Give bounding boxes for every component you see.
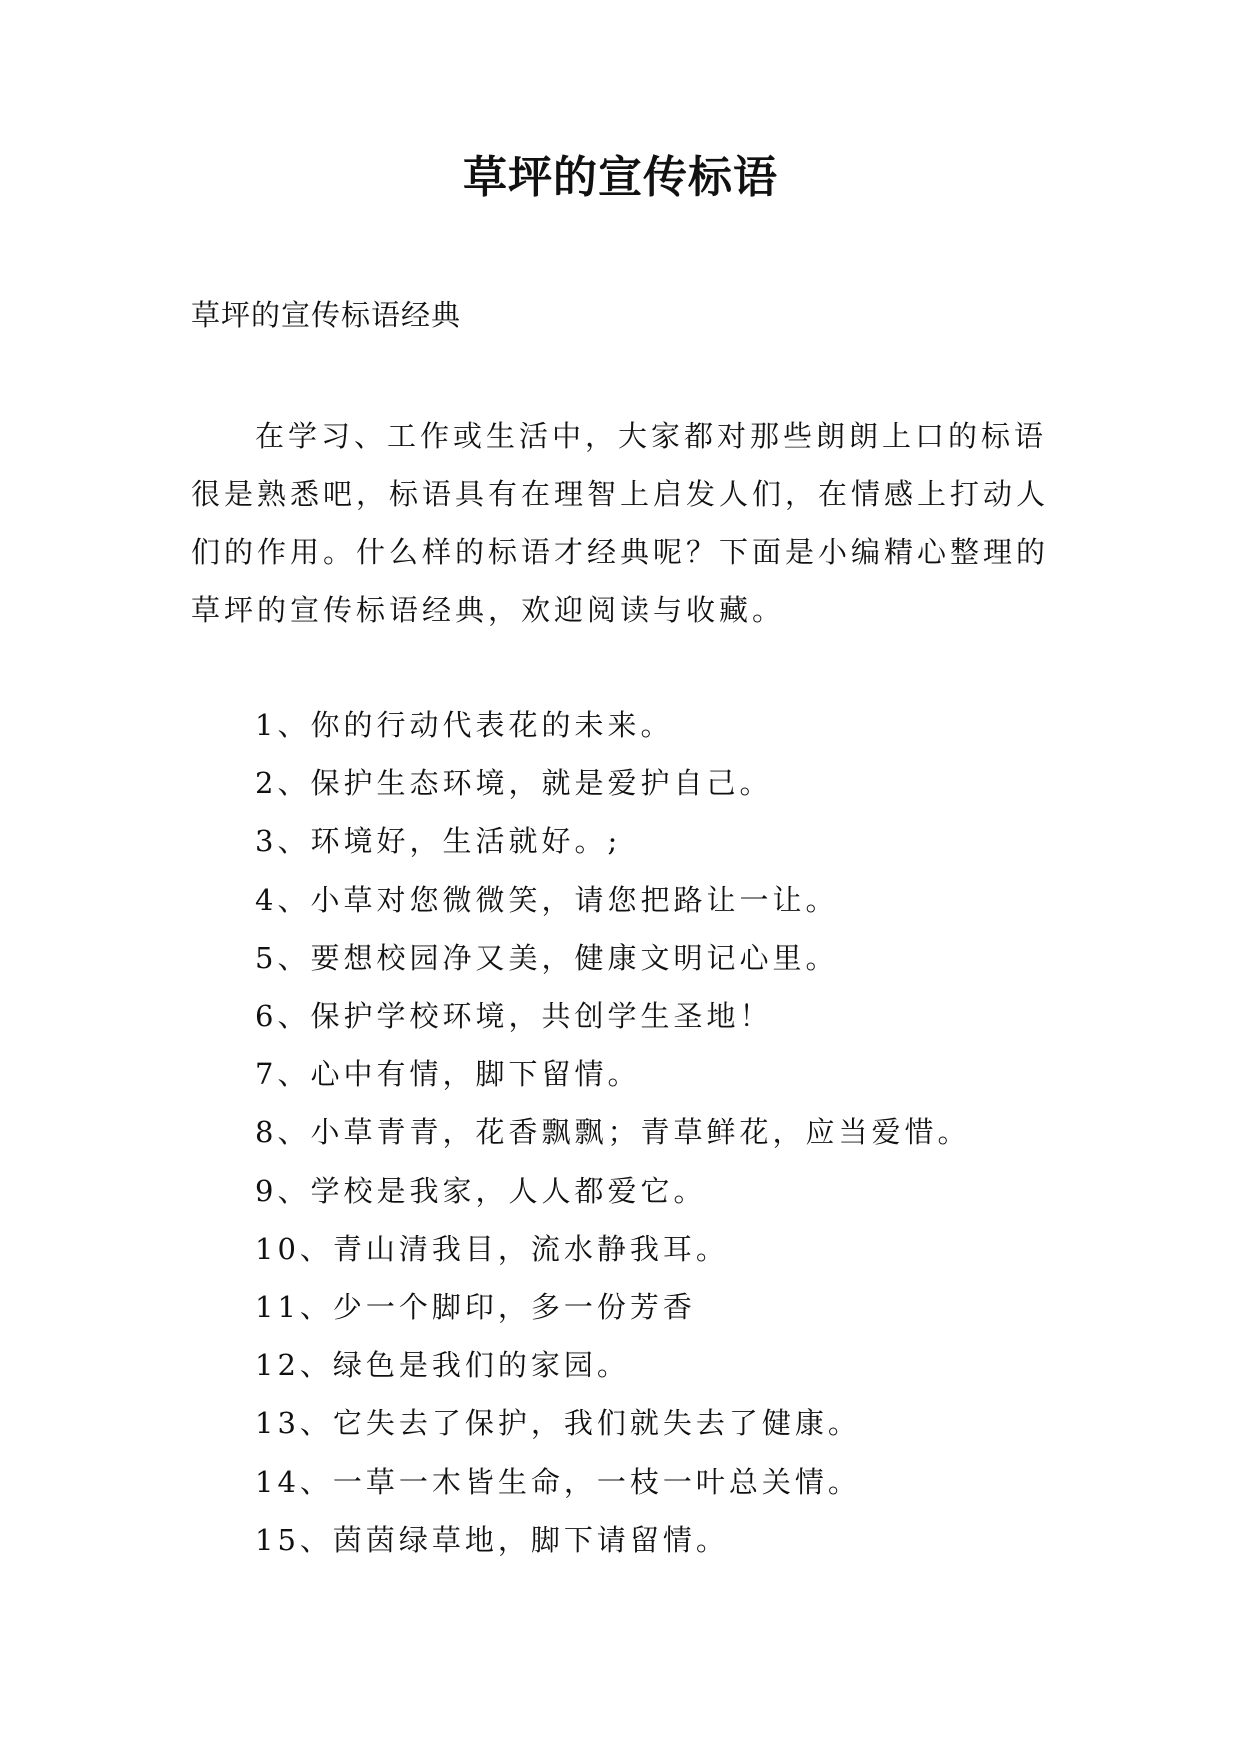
slogan-item: 4、小草对您微微笑，请您把路让一让。 xyxy=(255,882,839,917)
slogan-list xyxy=(255,696,970,1569)
slogan-item: 13、它失去了保护，我们就失去了健康。 xyxy=(255,1406,861,1441)
slogan-item: 10、青山清我目，流水静我耳。 xyxy=(255,1231,729,1266)
slogan-item: 11、少一个脚印，多一份芳香 xyxy=(255,1290,696,1325)
intro-paragraph: 在学习、工作或生活中，大家都对那些朗朗上口的标语很是熟悉吧，标语具有在理智上启发人们，在情感上打动人们的作用。什么样的标语才经典呢？下面是小编精心整理的草坪的宣传标语经典，欢迎阅读与收藏。 xyxy=(191,419,1050,627)
slogan-item: 7、心中有情，脚下留情。 xyxy=(255,1057,641,1092)
slogan-item: 1、你的行动代表花的未来。 xyxy=(255,708,674,742)
slogan-item: 6、保护学校环境，共创学生圣地！ xyxy=(255,999,773,1034)
slogan-item: 15、茵茵绿草地，脚下请留情。 xyxy=(255,1522,729,1557)
slogan-item: 3、环境好，生活就好。; xyxy=(255,824,622,859)
slogan-item: 8、小草青青，花香飘飘；青草鲜花，应当爱惜。 xyxy=(255,1115,971,1150)
slogan-item: 12、绿色是我们的家园。 xyxy=(255,1348,630,1383)
slogan-item: 9、学校是我家，人人都爱它。 xyxy=(255,1173,707,1208)
document-subtitle: 草坪的宣传标语经典 xyxy=(191,298,462,332)
slogan-item: 2、保护生态环境，就是爱护自己。 xyxy=(255,766,773,801)
document-title: 草坪的宣传标语 xyxy=(463,152,778,203)
slogan-item: 5、要想校园净又美，健康文明记心里。 xyxy=(255,940,839,975)
slogan-item: 14、一草一木皆生命，一枝一叶总关情。 xyxy=(255,1464,861,1499)
